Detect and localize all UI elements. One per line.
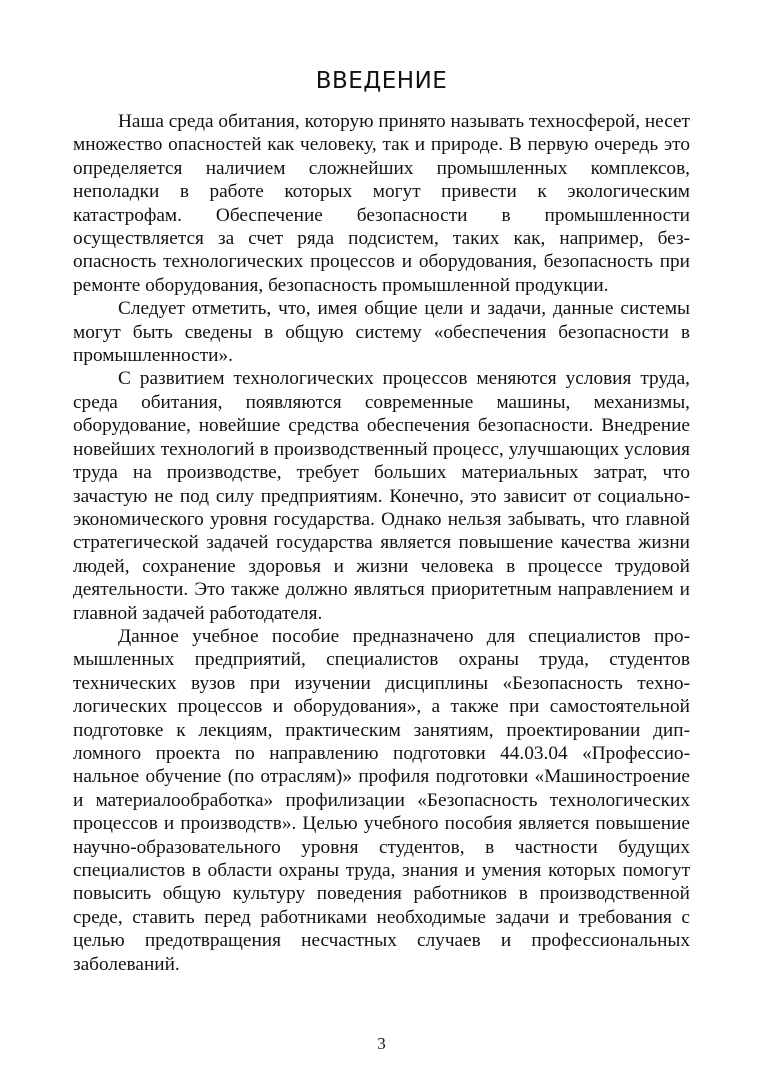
page-number: 3 [377, 1034, 386, 1053]
paragraph-1: Наша среда обитания, которую принято называть техносферой, несет множество опасностей как человеку, так и природе. В первую очередь это определяется наличием сложнейших промышленных комплексов, неполадки в работе которых могут привести к экологическим катастрофам. Обеспечение безопасности в промышленности осуществляется за счет ряда подсистем, таких как, например, безопасность технологических процессов и оборудования, безопасность при ремонте оборудования, безопасность промышленной продукции. [73, 111, 690, 296]
paragraph-3: С развитием технологических процессов меняются условия труда, среда обитания, появляются современные машины, механизмы, оборудование, новейшие средства обеспечения безопасности. Внедрение новейших технологий в производственный процесс, улучшающих условия труда на производстве, требует больших материальных затрат, что зачастую не под силу предприятиям. Конечно, это зависит от социально-экономического уровня государства. Однако нельзя забывать, что главной стратегической задачей государства является повышение качества жизни людей, сохранение здоровья и жизни человека в процессе трудовой деятельности. Это также должно являться приоритетным направлением и главной задачей работодателя. [73, 368, 690, 624]
paragraph-4: Данное учебное пособие предназначено для специалистов промышленных предприятий, специалистов охраны труда, студентов технических вузов при изучении дисциплины «Безопасность технологических процессов и оборудования», а также при самостоятельной подготовке к лекциям, практическим занятиям, проектировании дипломного проекта по направлению подготовки 44.03.04 «Профессиональное обучение (по отраслям)» профиля подготовки «Машиностроение и материалообработка» профилизации «Безопасность технологических процессов и производств». Целью учебного пособия является повышение научно-образовательного уровня студентов, в частности будущих специалистов в области охраны труда, знания и умения которых помогут повысить общую культуру поведения работников в производственной среде, ставить перед работниками необходимые задачи и требования с целью предотвращения несчастных случаев и профессиональных заболеваний. [73, 625, 690, 975]
body-text [73, 110, 690, 976]
page-title: ВВЕДЕНИЕ [315, 68, 448, 94]
paragraph-2: Следует отметить, что, имея общие цели и задачи, данные системы могут быть сведены в общую систему «обеспечения безопасности в промышленности». [73, 298, 690, 367]
